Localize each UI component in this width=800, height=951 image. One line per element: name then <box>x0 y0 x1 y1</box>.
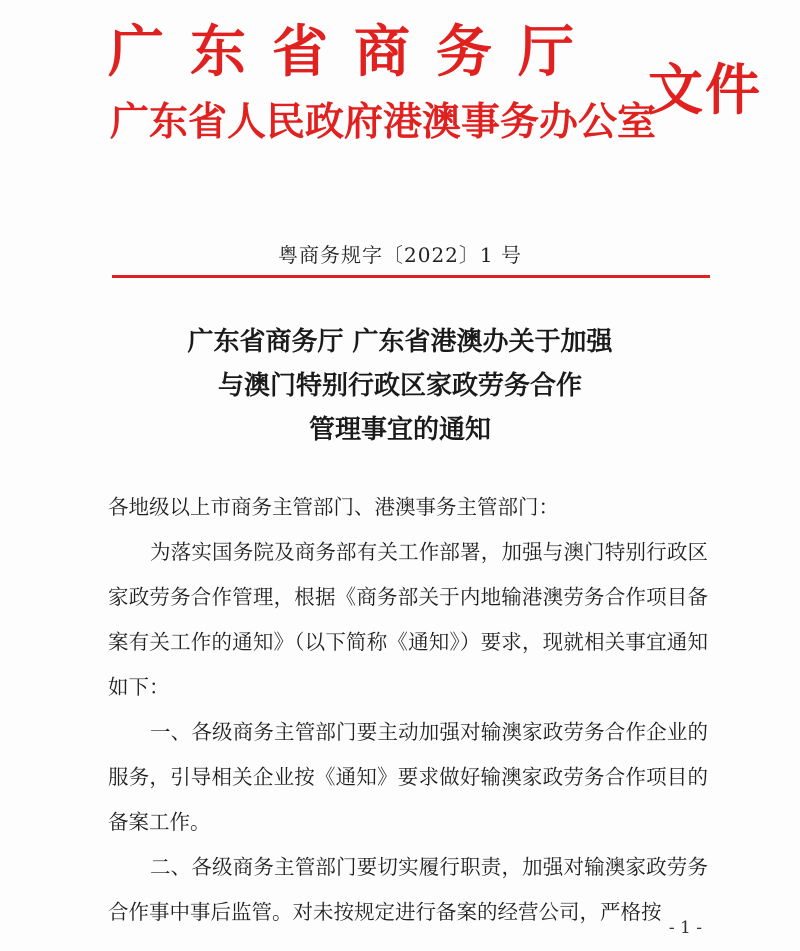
issuing-org-hkmao: 广东省人民政府港澳事务办公室 <box>110 99 657 145</box>
document-body <box>108 485 708 935</box>
document-type-label: 文件 <box>648 57 763 122</box>
document-title <box>0 320 800 452</box>
document-number: 粤商务规字〔2022〕1 号 <box>278 243 522 267</box>
red-separator-line <box>112 275 710 278</box>
title-line-2: 与澳门特别行政区家政劳务合作 <box>217 371 582 401</box>
page-number: - 1 - <box>668 918 702 938</box>
paragraph-item-1: 一、各级商务主管部门要主动加强对输澳家政劳务合作企业的服务，引导相关企业按《通知》要求做好输澳家政劳务合作项目的备案工作。 <box>108 720 708 834</box>
issuing-org-commerce: 广东省商务厅 <box>108 19 600 85</box>
title-line-1: 广东省商务厅 广东省港澳办关于加强 <box>187 327 613 357</box>
paragraph-item-2: 二、各级商务主管部门要切实履行职责，加强对输澳家政劳务合作事中事后监管。对未按规定进行备案的经营公司，严格按 <box>108 855 708 924</box>
salutation: 各地级以上市商务主管部门、港澳事务主管部门： <box>108 495 559 519</box>
title-line-3: 管理事宜的通知 <box>308 415 491 445</box>
paragraph-intro: 为落实国务院及商务部有关工作部署，加强与澳门特别行政区家政劳务合作管理，根据《商务部关于内地输港澳劳务合作项目备案有关工作的通知》（以下简称《通知》）要求，现就相关事宜通知如下： <box>108 540 708 699</box>
